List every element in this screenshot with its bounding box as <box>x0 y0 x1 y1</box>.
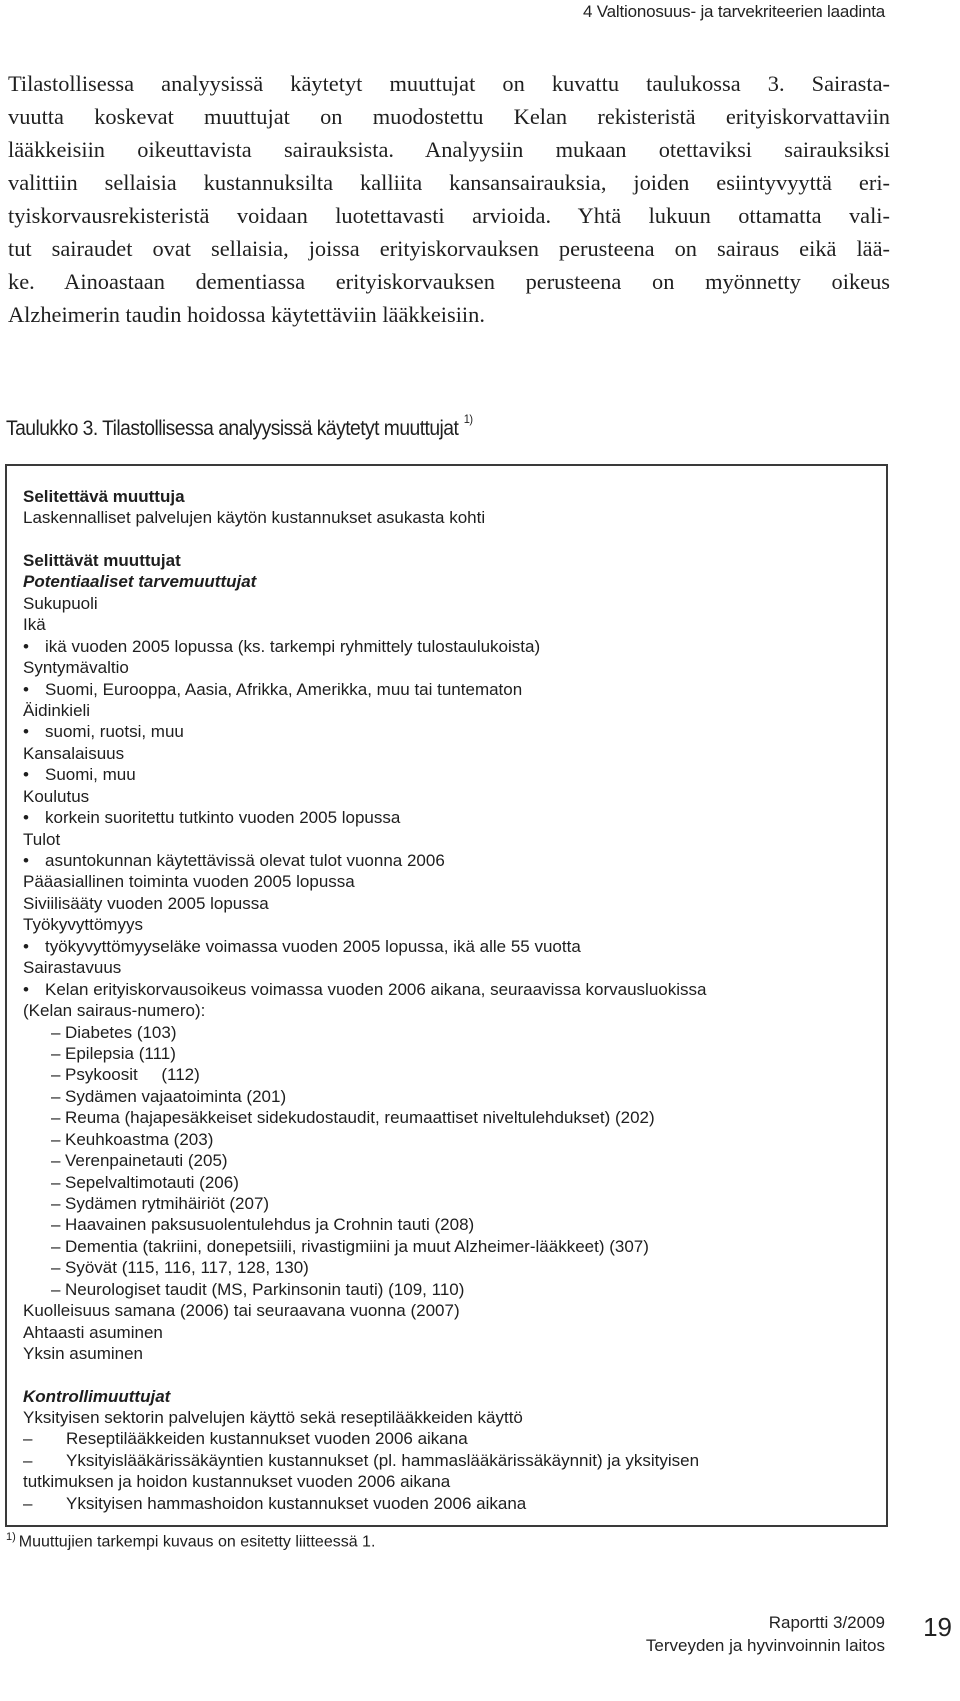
running-header: 4 Valtionosuus- ja tarvekriteerien laadinta <box>583 2 885 21</box>
control-dash-item <box>23 1428 883 1449</box>
variable-item: Kansalaisuus <box>23 743 125 763</box>
body-line: valittiin sellaisia kustannuksilta kalliita kansansairauksia, joiden esiintyvyyttä eri- <box>8 170 890 195</box>
disease-item: – Sydämen vajaatoiminta (201) <box>23 1086 883 1107</box>
body-line: Tilastollisessa analyysissä käytetyt muuttujat on kuvattu taulukossa 3. Sairasta- <box>8 71 890 96</box>
variables-table <box>5 464 888 1527</box>
bullet-item: • suomi, ruotsi, muu <box>23 721 883 742</box>
disease-item: – Haavainen paksusuolentulehdus ja Crohnin tauti (208) <box>23 1214 883 1235</box>
variable-item: Ahtaasti asuminen <box>23 1322 163 1342</box>
disease-item: – Epilepsia (111) <box>23 1043 883 1064</box>
need-variables-list <box>23 593 883 1365</box>
need-variables-heading: Potentiaaliset tarvemuuttujat <box>23 572 257 592</box>
table-caption-text: Taulukko 3. Tilastollisessa analyysissä käytetyt muuttujat <box>6 417 459 440</box>
body-paragraph <box>8 67 890 331</box>
control-dash-item <box>23 1493 883 1514</box>
body-line: ke. Ainoastaan dementiassa erityiskorvauksen perusteena on myönnetty oikeus <box>8 269 890 294</box>
control-dash-item <box>23 1450 883 1471</box>
dependent-variable-heading: Selitettävä muuttuja <box>23 487 185 506</box>
disease-item: – Psykoosit (112) <box>23 1064 883 1085</box>
variable-item: Tulot <box>23 829 61 849</box>
variable-item: Sairastavuus <box>23 958 122 978</box>
control-item-text: Reseptilääkkeiden kustannukset vuoden 2006 aikana <box>66 1429 468 1449</box>
control-variables-list <box>23 1407 883 1514</box>
footnote-text: Muuttujien tarkempi kuvaus on esitetty liitteessä 1. <box>18 1533 376 1551</box>
variable-item: Kuolleisuus samana (2006) tai seuraavana vuonna (2007) <box>23 1301 460 1321</box>
body-line: tut sairaudet ovat sellaisia, joissa erityiskorvauksen perusteena on sairaus eikä lää- <box>8 236 890 261</box>
disease-item: – Syövät (115, 116, 117, 128, 130) <box>23 1257 883 1278</box>
disease-item: – Diabetes (103) <box>23 1022 883 1043</box>
footnote <box>6 1531 375 1551</box>
variable-item: Äidinkieli <box>23 700 91 720</box>
control-item-text: Yksityisen hammashoidon kustannukset vuoden 2006 aikana <box>66 1493 527 1513</box>
footer-report: Raportti 3/2009 <box>768 1613 885 1632</box>
variable-item: Työkyvyttömyys <box>23 915 143 935</box>
bullet-item: • työkyvyttömyyseläke voimassa vuoden 2005 lopussa, ikä alle 55 vuotta <box>23 936 883 957</box>
dash-marker: – <box>23 1429 33 1449</box>
disease-item: – Sepelvaltimotauti (206) <box>23 1172 883 1193</box>
dependent-variable-value: Laskennalliset palvelujen käytön kustannukset asukasta kohti <box>23 508 486 528</box>
bullet-item: • Suomi, Eurooppa, Aasia, Afrikka, Amerikka, muu tai tuntematon <box>23 679 883 700</box>
disease-item: – Keuhkoastma (203) <box>23 1129 883 1150</box>
bullet-item: • Kelan erityiskorvausoikeus voimassa vuoden 2006 aikana, seuraavissa korvausluokissa <box>23 979 883 1000</box>
body-line: lääkkeisiin oikeuttavista sairauksista. Analyysiin mukaan otettaviksi sairauksiksi <box>8 137 890 162</box>
page-number: 19 <box>923 1612 952 1642</box>
variables-table-content <box>23 486 883 1514</box>
dash-marker: – <box>23 1493 33 1513</box>
disease-item: – Verenpainetauti (205) <box>23 1150 883 1171</box>
body-line: Alzheimerin taudin hoidossa käytettäviin lääkkeisiin. <box>8 302 485 327</box>
table-caption-footnote-ref: 1) <box>463 412 473 426</box>
variable-item: (Kelan sairaus-numero): <box>23 1001 206 1021</box>
independent-variables-heading: Selittävät muuttujat <box>23 550 181 570</box>
footer-institute: Terveyden ja hyvinvoinnin laitos <box>645 1636 885 1655</box>
variable-item: Siviilisääty vuoden 2005 lopussa <box>23 893 269 913</box>
dash-marker: – <box>23 1450 33 1470</box>
disease-item: – Dementia (takriini, donepetsiili, rivastigmiini ja muut Alzheimer-lääkkeet) (307) <box>23 1236 883 1257</box>
variable-item: Ikä <box>23 615 46 635</box>
bullet-item: • Suomi, muu <box>23 764 883 785</box>
variable-item: Syntymävaltio <box>23 658 129 678</box>
bullet-item: • asuntokunnan käytettävissä olevat tulot vuonna 2006 <box>23 850 883 871</box>
footnote-marker: 1) <box>6 1531 16 1543</box>
variable-item: Pääasiallinen toiminta vuoden 2005 lopussa <box>23 872 355 892</box>
disease-item: – Reuma (hajapesäkkeiset sidekudostaudit, reumaattiset niveltulehdukset) (202) <box>23 1107 883 1128</box>
table-caption <box>6 412 473 441</box>
bullet-item: • korkein suoritettu tutkinto vuoden 2005 lopussa <box>23 807 883 828</box>
disease-item: – Neurologiset taudit (MS, Parkinsonin tauti) (109, 110) <box>23 1279 883 1300</box>
control-item: tutkimuksen ja hoidon kustannukset vuoden 2006 aikana <box>23 1472 451 1492</box>
disease-item: – Sydämen rytmihäiriöt (207) <box>23 1193 883 1214</box>
footer-publication <box>646 1611 885 1657</box>
body-line: tyiskorvausrekisteristä voidaan luotettavasti arvioida. Yhtä lukuun ottamatta vali- <box>8 203 890 228</box>
variable-item: Yksin asuminen <box>23 1344 144 1364</box>
control-item-text: Yksityislääkärissäkäyntien kustannukset (pl. hammaslääkärissäkäynnit) ja yksityisen <box>66 1450 700 1470</box>
control-item: Yksityisen sektorin palvelujen käyttö sekä reseptilääkkeiden käyttö <box>23 1407 523 1427</box>
variable-item: Koulutus <box>23 786 90 806</box>
bullet-item: • ikä vuoden 2005 lopussa (ks. tarkempi ryhmittely tulostaulukoista) <box>23 636 883 657</box>
body-line: vuutta koskevat muuttujat on muodostettu Kelan rekisteristä erityiskorvattaviin <box>8 104 890 129</box>
variable-item: Sukupuoli <box>23 593 98 613</box>
control-variables-heading: Kontrollimuuttujat <box>23 1386 171 1406</box>
